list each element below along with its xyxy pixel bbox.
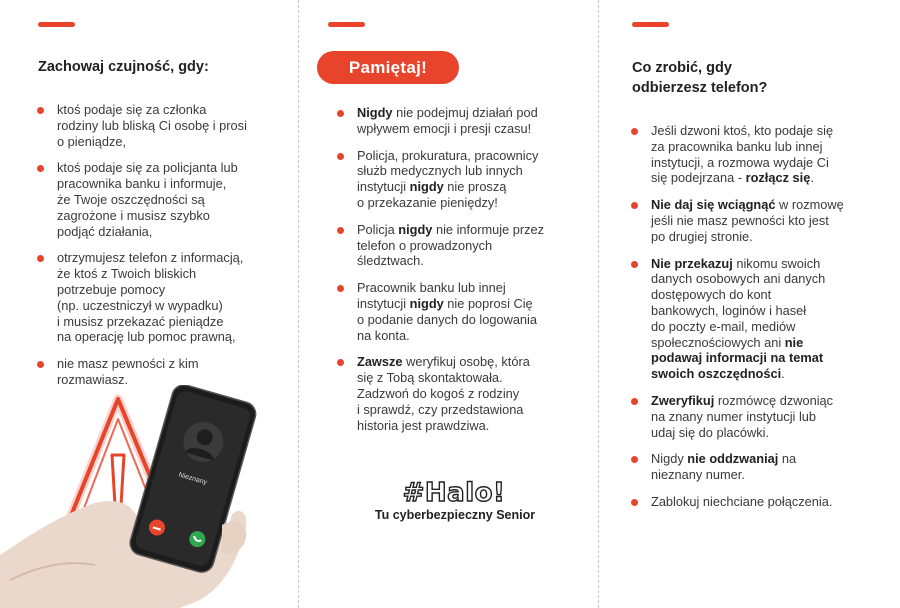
list-item: Zawsze weryfikuj osobę, która się z Tobą skontaktowała. Zadzwoń do kogoś z rodziny i sprawdź, czy przedstawiona historia jest prawdziwa. [357, 354, 582, 433]
list-item: Policja nigdy nie informuje przez telefon o prowadzonych śledztwach. [357, 222, 582, 269]
accent-bar [328, 22, 365, 27]
list-item: ktoś podaje się za policjanta lub pracownika banku i informuje, że Twoje oszczędności są zagrożone i musisz szybko podjąć działania, [57, 160, 287, 239]
list-item: Nie przekazuj nikomu swoich danych osobowych ani danych dostępowych do kont bankowych, loginów i haseł do poczty e-mail, mediów społecznościowych ani nie podawaj informacji na temat swoich oszczędności. [651, 256, 886, 382]
column-3-list [651, 123, 886, 510]
list-item: Zweryfikuj rozmówcę dzwoniąc na znany numer instytucji lub udaj się do placówki. [651, 393, 886, 440]
list-item: Nigdy nie podejmuj działań pod wpływem emocji i presji czasu! [357, 105, 582, 137]
list-item: Nigdy nie oddzwaniaj na nieznany numer. [651, 451, 886, 483]
list-item: otrzymujesz telefon z informacją, że ktoś z Twoich bliskich potrzebuje pomocy (np. uczestniczył w wypadku) i musisz przekazać pieniądze na operację lub pomoc prawną, [57, 250, 287, 345]
list-item: Policja, prokuratura, pracownicy służb medycznych lub innych instytucji nigdy nie proszą o przekazanie pieniędzy! [357, 148, 582, 211]
list-item: Nie daj się wciągnąć w rozmowę jeśli nie masz pewności kto jest po drugiej stronie. [651, 197, 886, 244]
accent-bar [38, 22, 75, 27]
list-item: ktoś podaje się za członka rodziny lub bliską Ci osobę i prosi o pieniądze, [57, 102, 287, 149]
list-item: Zablokuj niechciane połączenia. [651, 494, 886, 510]
list-item: Pracownik banku lub innej instytucji nigdy nie poprosi Cię o podanie danych do logowania na konta. [357, 280, 582, 343]
phone-warning-illustration [0, 385, 270, 608]
column-2-list [357, 105, 582, 433]
column-3-heading: Co zrobić, gdy odbierzesz telefon? [632, 60, 768, 96]
list-item: Jeśli dzwoni ktoś, kto podaje się za pracownika banku lub innej instytucji, a rozmowa wydaje Ci się podejrzana - rozłącz się. [651, 123, 886, 186]
campaign-hashtag: #Halo! [402, 478, 506, 508]
column-divider-1 [298, 0, 299, 608]
column-divider-2 [598, 0, 599, 608]
column-1-list [57, 102, 287, 388]
accent-bar [632, 22, 669, 27]
list-item: nie masz pewności z kim rozmawiasz. [57, 356, 287, 388]
remember-badge: Pamiętaj! [317, 51, 459, 84]
column-1-heading: Zachowaj czujność, gdy: [38, 59, 209, 75]
campaign-tagline: Tu cyberbezpieczny Senior [374, 508, 536, 522]
caller-name: Nieznany [177, 471, 208, 487]
